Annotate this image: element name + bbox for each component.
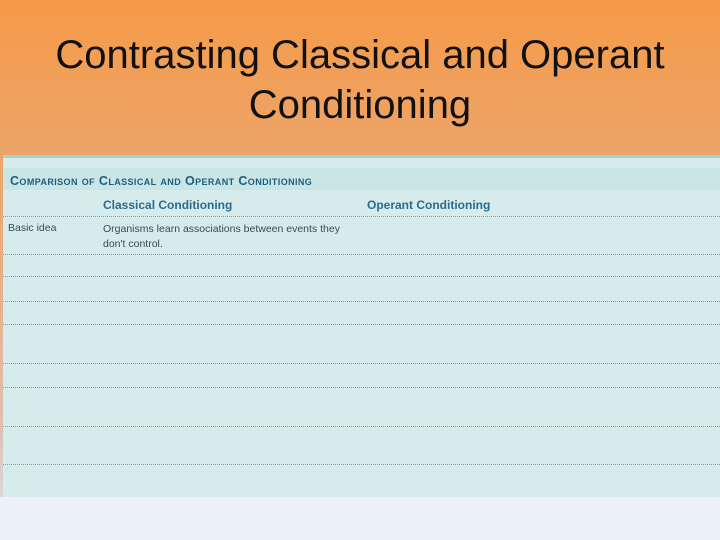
- table-divider: [3, 464, 720, 465]
- table-divider: [3, 276, 720, 277]
- row-label-basic-idea: Basic idea: [8, 222, 57, 234]
- table-caption: Comparison of Classical and Operant Conditioning: [10, 174, 313, 188]
- table-divider: [3, 426, 720, 427]
- column-header-operant: Operant Conditioning: [367, 198, 491, 212]
- slide-footer-band: [0, 497, 720, 540]
- table-divider: [3, 387, 720, 388]
- table-divider: [3, 216, 720, 217]
- slide-title-line-2: Conditioning: [248, 83, 472, 127]
- slide-title-line-1: Contrasting Classical and Operant: [55, 33, 665, 77]
- table-divider: [3, 254, 720, 255]
- row-cell-classical-basic-idea: Organisms learn associations between events they don't control.: [103, 223, 340, 250]
- table-divider: [3, 324, 720, 325]
- comparison-table: [3, 155, 720, 497]
- table-divider: [3, 301, 720, 302]
- table-divider: [3, 363, 720, 364]
- column-header-classical: Classical Conditioning: [103, 198, 233, 212]
- slide-title: [0, 30, 720, 130]
